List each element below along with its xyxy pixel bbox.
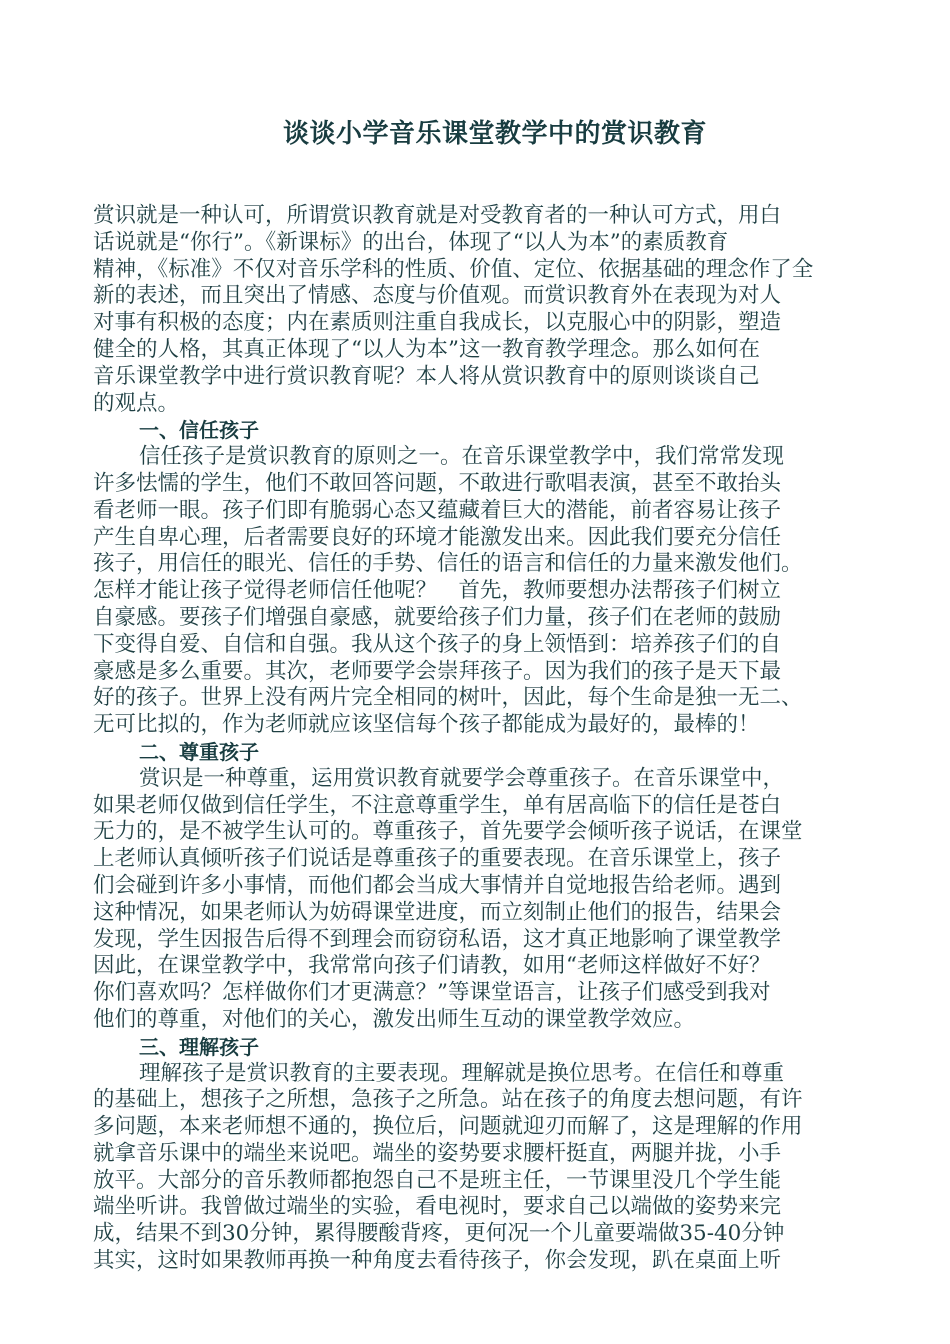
section-paragraph-line: 信任孩子是赏识教育的原则之一。在音乐课堂教学中，我们常常发现 [139, 444, 785, 470]
section-paragraph-line: 放平。大部分的音乐教师都抱怨自己不是班主任，一节课里没几个学生能 [93, 1167, 782, 1193]
section-paragraph-line: 下变得自爱、自信和自强。我从这个孩子的身上领悟到：培养孩子们的自 [93, 631, 782, 657]
intro-paragraph-line: 精神，《标准》不仅对音乐学科的性质、价值、定位、依据基础的理念作了全 [93, 256, 814, 282]
intro-paragraph-line: 对事有积极的态度；内在素质则注重自我成长，以克服心中的阴影，塑造 [93, 310, 782, 336]
section-paragraph-line: 多问题，本来老师想不通的，换位后，问题就迎刃而解了，这是理解的作用 [93, 1114, 803, 1140]
section-paragraph-line: 无力的，是不被学生认可的。尊重孩子，首先要学会倾听孩子说话，在课堂 [93, 819, 803, 845]
intro-paragraph-line: 的观点。 [93, 390, 180, 416]
section-paragraph-line: 理解孩子是赏识教育的主要表现。理解就是换位思考。在信任和尊重 [139, 1060, 785, 1086]
section-paragraph-line: 无可比拟的，作为老师就应该坚信每个孩子都能成为最好的，最棒的！ [93, 712, 760, 738]
section-paragraph-line: 怎样才能让孩子觉得老师信任他呢？ 首先，教师要想办法帮孩子们树立 [93, 578, 782, 604]
intro-paragraph-line: 话说就是“你行”。《新课标》的出台，体现了“以人为本”的素质教育 [93, 229, 729, 255]
section-heading: 二、尊重孩子 [139, 739, 259, 764]
section-paragraph-line: 端坐听讲。我曾做过端坐的实验，看电视时，要求自己以端做的姿势来完 [93, 1194, 782, 1220]
section-heading: 三、理解孩子 [139, 1034, 259, 1059]
document-title: 谈谈小学音乐课堂教学中的赏识教育 [282, 119, 707, 149]
section-paragraph-line: 就拿音乐课中的端坐来说吧。端坐的姿势要求腰杆挺直，两腿并拢，小手 [93, 1140, 782, 1166]
intro-paragraph-line: 新的表述，而且突出了情感、态度与价值观。而赏识教育外在表现为对人 [93, 283, 782, 309]
section-paragraph-line: 的基础上，想孩子之所想，急孩子之所急。站在孩子的角度去想问题，有许 [93, 1087, 803, 1113]
section-paragraph-line: 成，结果不到30分钟，累得腰酸背疼，更何况一个儿童要端做35-40分钟 [93, 1221, 785, 1247]
intro-paragraph-line: 赏识就是一种认可，所谓赏识教育就是对受教育者的一种认可方式，用白 [93, 203, 782, 228]
section-paragraph-line: 如果老师仅做到信任学生，不注意尊重学生，单有居高临下的信任是苍白 [93, 792, 782, 818]
section-paragraph-line: 你们喜欢吗？怎样做你们才更满意？”等课堂语言，让孩子们感受到我对 [93, 980, 771, 1006]
section-paragraph-line: 豪感是多么重要。其次，老师要学会崇拜孩子。因为我们的孩子是天下最 [93, 658, 782, 684]
section-paragraph-line: 许多怯懦的学生，他们不敢回答问题，不敢进行歌唱表演，甚至不敢抬头 [93, 470, 782, 496]
section-paragraph-line: 好的孩子。世界上没有两片完全相同的树叶，因此，每个生命是独一无二、 [93, 685, 803, 711]
section-paragraph-line: 这种情况，如果老师认为妨碍课堂进度，而立刻制止他们的报告，结果会 [93, 899, 782, 925]
section-paragraph-line: 上老师认真倾听孩子们说话是尊重孩子的重要表现。在音乐课堂上，孩子 [93, 846, 782, 872]
section-paragraph-line: 产生自卑心理，后者需要良好的环境才能激发出来。因此我们要充分信任 [93, 524, 782, 550]
intro-paragraph-line: 音乐课堂教学中进行赏识教育呢？本人将从赏识教育中的原则谈谈自己 [93, 363, 760, 389]
document-body [93, 203, 853, 1275]
section-paragraph-line: 孩子，用信任的眼光、信任的手势、信任的语言和信任的力量来激发他们。 [93, 551, 803, 577]
section-paragraph-line: 看老师一眼。孩子们即有脆弱心态又蕴藏着巨大的潜能，前者容易让孩子 [93, 497, 782, 523]
section-paragraph-line: 们会碰到许多小事情，而他们都会当成大事情并自觉地报告给老师。遇到 [93, 872, 782, 898]
section-paragraph-line: 他们的尊重，对他们的关心，激发出师生互动的课堂教学效应。 [93, 1006, 696, 1032]
section-paragraph-line: 其实，这时如果教师再换一种角度去看待孩子，你会发现，趴在桌面上听 [93, 1248, 782, 1274]
section-paragraph-line: 赏识是一种尊重，运用赏识教育就要学会尊重孩子。在音乐课堂中， [139, 765, 785, 791]
section-paragraph-line: 发现，学生因报告后得不到理会而窃窃私语，这才真正地影响了课堂教学 [93, 926, 782, 952]
section-heading: 一、信任孩子 [139, 418, 259, 443]
section-paragraph-line: 因此，在课堂教学中，我常常向孩子们请教，如用“老师这样做好不好？ [93, 953, 771, 979]
intro-paragraph-line: 健全的人格，其真正体现了“以人为本”这一教育教学理念。那么如何在 [93, 336, 760, 362]
section-paragraph-line: 自豪感。要孩子们增强自豪感，就要给孩子们力量，孩子们在老师的鼓励 [93, 604, 782, 630]
